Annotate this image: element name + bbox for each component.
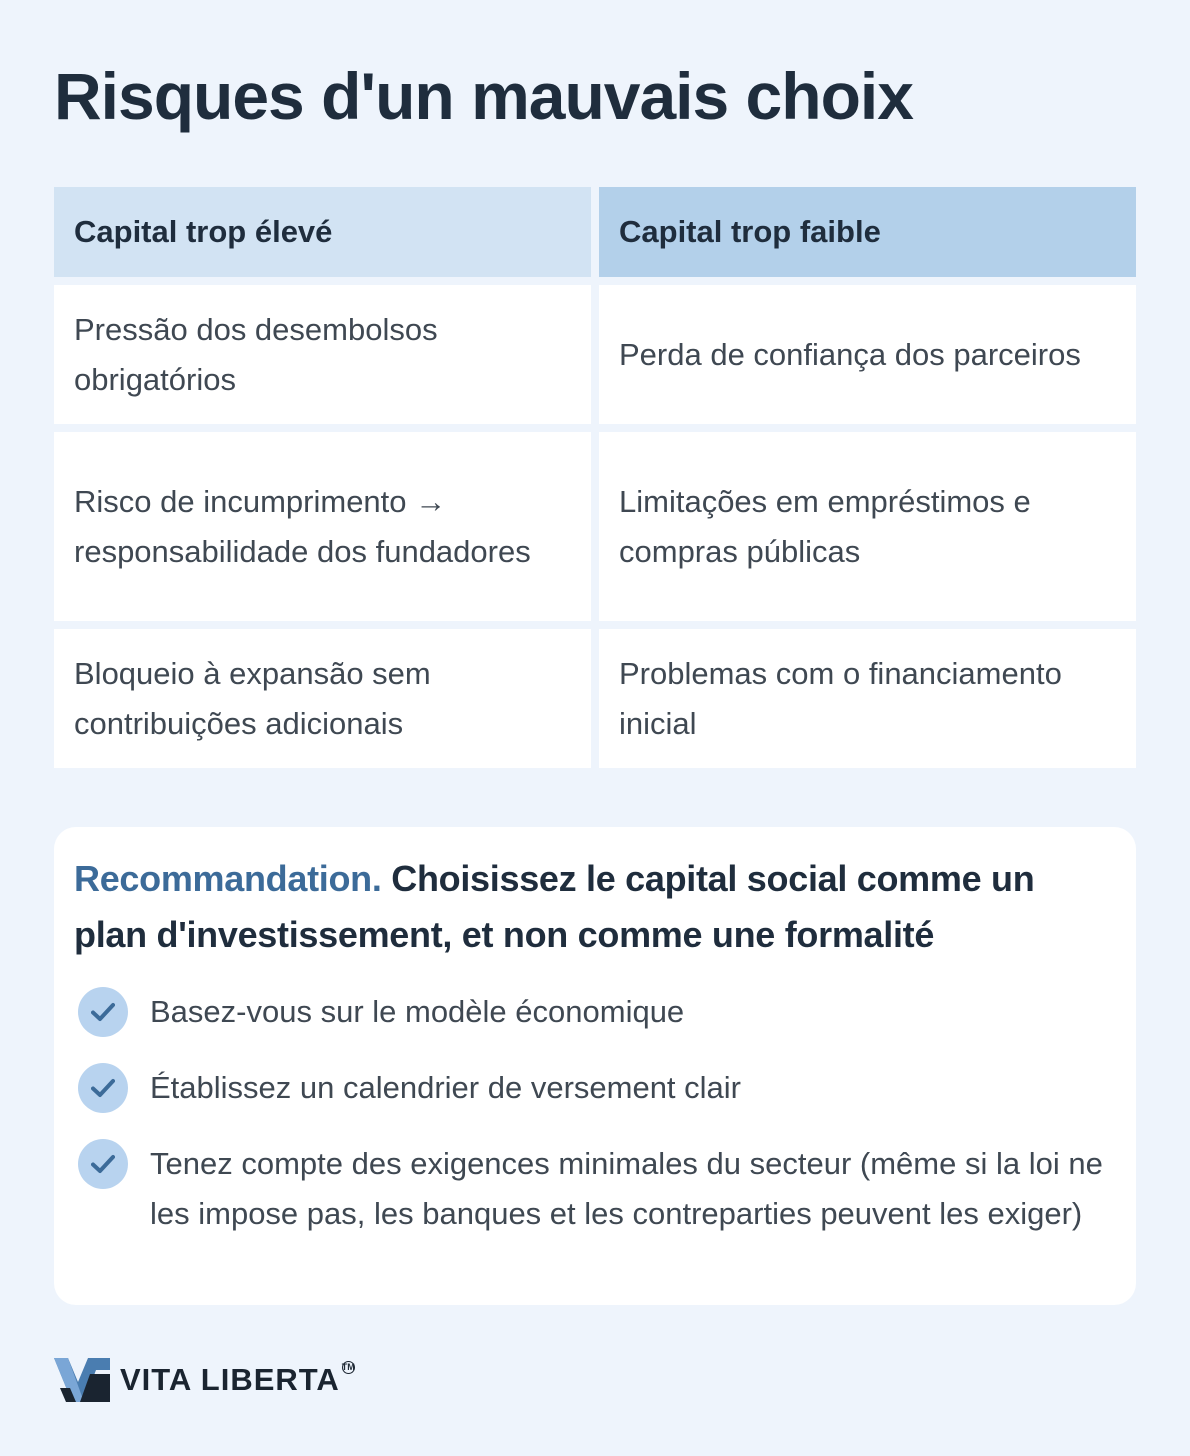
- column-header-high-capital: Capital trop élevé: [54, 187, 591, 277]
- comparison-table: [54, 187, 1136, 768]
- table-header: [54, 187, 1136, 277]
- column-header-low-capital: Capital trop faible: [599, 187, 1136, 277]
- page-title: Risques d'un mauvais choix: [54, 59, 913, 133]
- table-cell: Problemas com o financiamento inicial: [599, 629, 1136, 768]
- recommendation-heading: [74, 851, 1116, 963]
- table-cell: Pressão dos desembolsos obrigatórios: [54, 285, 591, 424]
- list-item-text: Basez-vous sur le modèle économique: [150, 994, 685, 1029]
- recommendation-text: Choisissez le capital social comme un plan d'investissement, et non comme une formalité: [74, 858, 1035, 955]
- table-row: [54, 629, 1136, 768]
- list-item: [74, 1139, 1116, 1239]
- table-cell: Limitações em empréstimos e compras públicas: [599, 432, 1136, 621]
- table-row: [54, 285, 1136, 424]
- logo-icon: [54, 1358, 110, 1402]
- list-item: [74, 987, 1116, 1037]
- brand-logo: [54, 1358, 355, 1402]
- table-cell: Risco de incumprimento → responsabilidade dos fundadores: [54, 432, 591, 621]
- check-icon: [78, 1063, 128, 1113]
- list-item-text: Tenez compte des exigences minimales du secteur (même si la loi ne les impose pas, les banques et les contreparties peuvent les exiger): [150, 1146, 1103, 1231]
- table-cell: Perda de confiança dos parceiros: [599, 285, 1136, 424]
- check-icon: [78, 987, 128, 1037]
- table-row: [54, 432, 1136, 621]
- recommendation-list: [74, 987, 1116, 1239]
- logo-text: VITA LIBERTA: [120, 1362, 340, 1397]
- recommendation-card: [54, 827, 1136, 1305]
- trademark-symbol: TM: [341, 1362, 355, 1372]
- list-item-text: Établissez un calendrier de versement clair: [150, 1070, 741, 1105]
- table-cell: Bloqueio à expansão sem contribuições adicionais: [54, 629, 591, 768]
- check-icon: [78, 1139, 128, 1189]
- list-item: [74, 1063, 1116, 1113]
- recommendation-label: Recommandation.: [74, 858, 382, 899]
